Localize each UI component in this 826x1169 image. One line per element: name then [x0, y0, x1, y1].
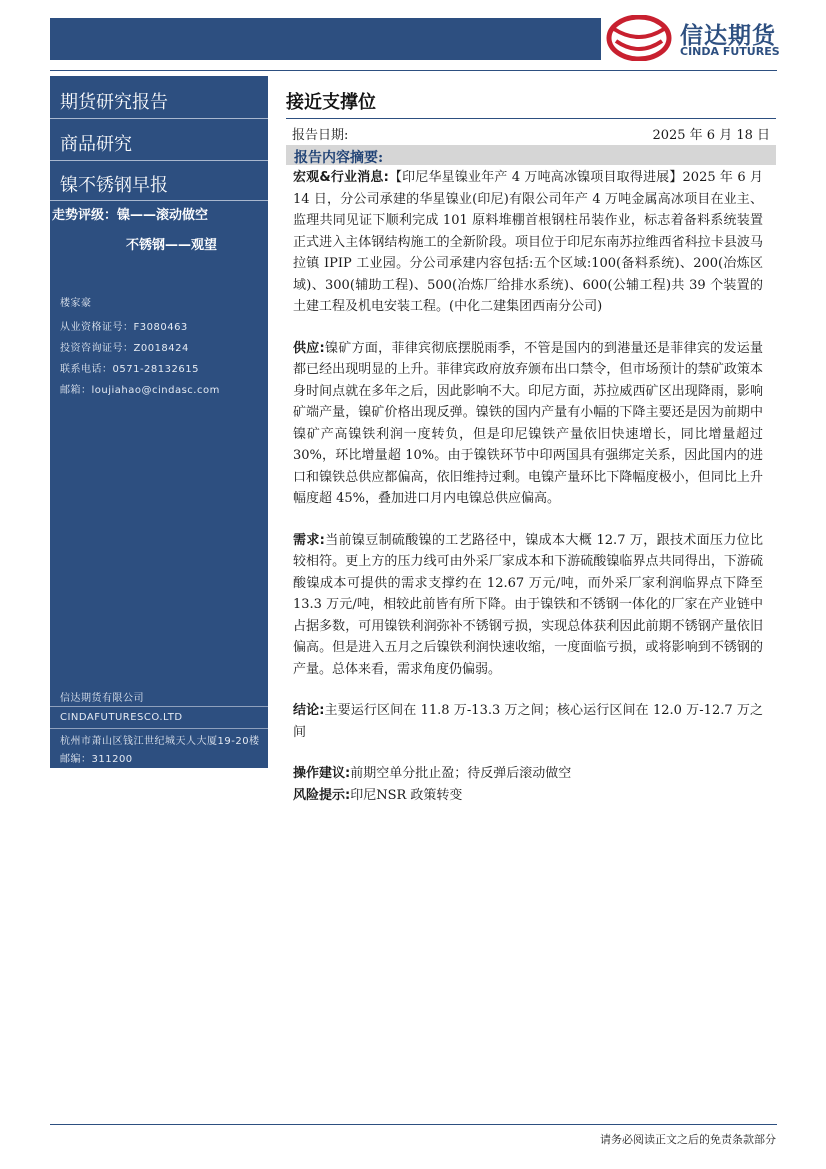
section-head: 需求:	[293, 532, 325, 548]
company-address: 杭州市萧山区钱江世纪城天人大厦19-20楼	[60, 736, 260, 747]
section-text: 主要运行区间在 11.8 万-13.3 万之间；核心运行区间在 12.0 万-12.7 万之间	[293, 703, 763, 740]
report-date-value: 2025 年 6 月 18 日	[652, 128, 770, 143]
footer-divider	[50, 728, 268, 729]
section-text: 当前镍豆制硫酸镍的工艺路径中，镍成本大概 12.7 万，跟技术面压力位比较相符。更上方的压力线可由外采厂家成本和下游硫酸镍临界点共同得出，下游硫酸镍成本可提供的需求支撑约在 12.67 万元/吨，而外采厂家利润临界点下降至 13.3 万元/吨，相较此前皆有所下降。由于镍铁和不锈钢一体化的厂家在产业链中占据多数，可用镍铁利润弥补不锈钢亏损，实现总体获利因此前期不锈钢产量依旧偏高。但是进入五月之后镍铁利润快速收缩，一度面临亏损，或将影响到不锈钢的产量。总体来看，需求角度仍偏弱。	[293, 532, 763, 677]
sidebar-divider	[50, 118, 268, 119]
section-text: 前期空单分批止盈；待反弹后滚动做空	[350, 766, 572, 781]
rating-stainless: 不锈钢——观望	[126, 238, 218, 253]
section-text: 【印尼华星镍业年产 4 万吨高冰镍项目取得进展】2025 年 6 月 14 日，分公司承建的华星镍业(印尼)有限公司年产 4 万吨金属高冰项目在业主、监理共同见证下顺利完成 101 原料堆棚首根钢柱吊装作业，标志着备料系统装置正式进入主体钢结构施工的全新阶段。项目位于印尼东南苏拉维西省科拉卡县波马拉镇 IPIP 工业园。分公司承建内容包括:五个区域:100(备料系统)、200(冶炼区域)、300(辅助工程)、500(冶炼厂给排水系统)、600(公辅工程)共 39 个装置的土建工程及机电安装工程。(中化二建集团西南分公司)	[293, 170, 763, 314]
report-date-row	[286, 120, 776, 144]
logo-text-cn: 信达期货	[680, 23, 776, 49]
title-divider	[286, 118, 776, 119]
footer-divider	[50, 706, 268, 707]
section-text: 印尼NSR 政策转变	[350, 787, 463, 803]
logo-text-en: CINDA FUTURES	[680, 45, 780, 58]
section-head: 供应:	[293, 340, 325, 356]
rating-nickel	[52, 204, 208, 223]
section-head: 风险提示:	[293, 787, 351, 803]
section-macro	[293, 167, 763, 318]
analyst-consult-license: 投资咨询证号：Z0018424	[60, 343, 189, 354]
page-title: 接近支撑位	[286, 92, 376, 113]
analyst-email: 邮箱：loujiahao@cindasc.com	[60, 385, 220, 396]
sidebar	[50, 76, 268, 768]
section-supply	[293, 338, 763, 510]
rating-label: 走势评级：	[52, 208, 118, 223]
sidebar-divider	[50, 160, 268, 161]
logo-mark-icon	[606, 15, 672, 61]
section-head: 操作建议:	[293, 766, 351, 781]
report-type: 期货研究报告	[60, 92, 168, 113]
summary-header	[286, 145, 776, 165]
footer-divider	[50, 1124, 777, 1125]
company-logo	[606, 15, 786, 61]
section-advice	[293, 763, 763, 785]
header-bar	[50, 18, 601, 60]
sidebar-divider	[50, 200, 268, 201]
report-product: 镍不锈钢早报	[60, 175, 168, 196]
rating-nickel-value: 镍——滚动做空	[117, 208, 209, 223]
analyst-name: 楼家豪	[60, 298, 92, 309]
company-name: 信达期货有限公司	[60, 693, 144, 704]
disclaimer-note: 请务必阅读正文之后的免责条款部分	[600, 1133, 776, 1146]
report-content	[293, 167, 763, 806]
summary-label: 报告内容摘要:	[294, 150, 384, 166]
report-category: 商品研究	[60, 134, 132, 155]
section-text: 镍矿方面，菲律宾彻底摆脱雨季，不管是国内的到港量还是菲律宾的发运量都已经出现明显的上升。菲律宾政府放弃颁布出口禁令，但市场预计的禁矿政策本身时间点就在多年之后，因此影响不大。印尼方面，苏拉威西矿区出现降雨，影响矿端产量，镍矿价格出现反弹。镍铁的国内产量有小幅的下降主要还是因为前期中镍矿产高镍铁利润一度转负，但是印尼镍铁产量依旧快速增长，同比增量超过 30%，环比增量超 10%。由于镍铁环节中印两国具有强绑定关系，因此国内的进口和镍铁总供应都偏高，依旧维持过剩。电镍产量环比下降幅度极小，但同比上升幅度超 45%，叠加进口月内电镍总供应偏高。	[293, 340, 763, 506]
company-website: CINDAFUTURESCO.LTD	[60, 712, 183, 723]
company-postcode: 邮编：311200	[60, 754, 133, 765]
section-demand	[293, 530, 763, 681]
header-divider	[50, 70, 777, 71]
analyst-phone: 联系电话：0571-28132615	[60, 364, 199, 375]
report-date-label: 报告日期:	[292, 128, 349, 143]
section-head: 宏观&行业消息:	[293, 170, 389, 185]
section-risk	[293, 785, 763, 807]
section-conclusion	[293, 700, 763, 743]
analyst-license: 从业资格证号：F3080463	[60, 322, 188, 333]
section-head: 结论:	[293, 703, 325, 718]
